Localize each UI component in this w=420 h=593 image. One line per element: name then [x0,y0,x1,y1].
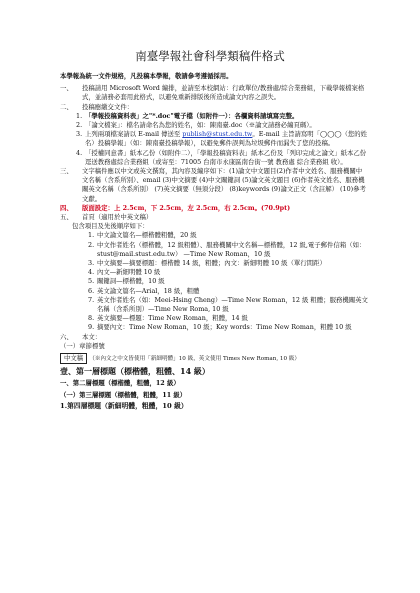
section-3-text: 文字稿件應以中文或英文撰寫，其內容及編序如下：(1)論文中文題目(2)作者中文姓名、服務機關中文名稱（含系所別）、email (3)中文摘要 (4)中文關鍵詞 (5)論文英文題目 (6)作者英文姓名、服務機關英文名稱（含系所別） (7)英文摘要（無須分段） (8)keywords (9)論文正文（含註解） (10)參考文獻。 [82,167,366,203]
page-title: 南臺學報社會科學類稿件格式 [135,49,285,63]
section-4 [60,204,368,213]
item-text: 摘要內文：Time New Roman，10 級；Key words：Time New Roman，粗體 10 級 [97,323,352,332]
heading-level-3: （一）第三層標題（標楷體，粗體，11 級） [60,390,187,399]
section-1-number: 一、 [60,84,73,93]
section-3 [60,167,368,204]
section-2-item-4 [76,149,368,167]
section-5-item-6 [88,287,368,296]
section-5-item-3 [88,259,368,268]
item-number: 1. [76,111,83,120]
section-4-text: 版面設定：上 2.5cm，下 2.5cm，左 2.5cm，右 2.5cm。(70.9pt) [82,203,291,212]
submission-email-link[interactable]: publish@stust.edu.tw [182,130,253,139]
section-2 [60,103,368,112]
intro-text: 本學報為統一文件規格，凡投稿本學報，敬請參考遵循採用。 [60,72,233,80]
section-5-heading: 首頁（適用於中英文稿） [82,213,153,222]
item-number: 2. [76,121,83,130]
section-2-number: 二、 [60,102,73,111]
section-6-heading: 本文： [82,332,102,341]
heading-level-2: 一、第二層標題（標楷體，粗體，12 級） [60,379,180,388]
item-text: 「論文檔案」：檔名請命名為您的姓名，如：陳南臺.doc（※論文請務必編頁碼）。 [85,121,316,130]
item-number: 1. [88,231,95,240]
item-text: 「學報投稿資料表」之"*.doc"電子檔（如附件一）：各欄資料請填寫完整。 [85,111,299,120]
item-number: 7. [88,295,95,304]
item-number: 6. [88,286,95,295]
item-text: 關鍵詞—標楷體，10 級 [97,277,165,286]
section-5-item-7 [88,296,368,314]
section-5-item-1 [88,231,368,240]
item-text-b: 。E-mail 主旨請寫明「◯◯◯（您的姓名）投稿學報」（如：陳南臺投稿學報），以避免郵件誤判為垃圾郵件而漏失了您的投稿。 [85,130,368,148]
item-number: 3. [88,259,95,268]
heading-level-1: 壹、第一層標題（標楷體，粗體、14 級） [60,366,210,377]
item-text: 英文論文篇名—Arial，18 級，粗體 [97,286,200,295]
section-6-subheading: （一）章節標號 [60,341,105,350]
section-3-number: 三、 [60,167,73,176]
section-5-subheading: 包含項目及先後順序如下： [72,222,149,231]
item-text [85,130,368,148]
document-body [60,72,368,411]
section-5 [60,213,368,222]
item-number: 4. [88,268,95,277]
section-6-number: 六、 [60,332,73,341]
section-1-text: 投稿請用 Microsoft Word 編排，並請至本校網站：行政單位/教務處/綜合業務組，下載學報檔案格式，並請務必套用此格式，以避免重新排版後所造成論文內容之誤失。 [82,84,365,102]
item-text: 「授權同意書」紙本乙份（如附件二），「學報投稿資料表」紙本乙份及「列印完成之論文」紙本乙份逕送教務處綜合業務組（或寄至：71005 台南市永康區南台街一號 教務處 綜合業務組 收）。 [85,148,367,166]
section-6 [60,333,368,342]
item-text: 內文—新細明體 10 級 [97,268,161,277]
item-text: 英文摘要—標題：Time New Roman，粗體，14 級 [97,314,248,323]
section-2-item-1 [76,112,368,121]
item-number: 5. [88,277,95,286]
item-number: 4. [76,148,83,157]
manuscript-font-note: （※內文之中文皆使用「新細明體」10 級，英文使用 Times New Roman, 10 級） [89,356,300,363]
chinese-manuscript-note [60,353,368,364]
chinese-manuscript-box: 中文稿 [60,353,87,364]
item-number: 8. [88,314,95,323]
section-2-heading: 投稿應繳交文件： [82,102,134,111]
heading-level-4: 1.第四層標題（新細明體，粗體，10 級） [60,401,188,410]
section-5-item-2 [88,241,368,259]
section-1 [60,84,368,102]
item-number: 2. [88,240,95,249]
item-number: 9. [88,323,95,332]
item-text: 英文作者姓名（如：Meei-Hsing Cheng）—Time New Roman，12 級 粗體；服務機關英文名稱（含系所別）—Time New Roma, 10 級 [97,295,368,314]
section-5-number: 五、 [60,213,73,222]
section-5-list [72,222,368,332]
section-2-item-2 [76,121,368,130]
item-text-a: 上列兩項檔案請以 E-mail 傳送至 [85,130,183,139]
section-5-item-9 [88,323,368,332]
section-2-item-3 [76,130,368,148]
item-text: 中文摘要—摘要標題：標楷體 14 級，粗體；內文：新細明體 10 級（單行間距） [97,259,326,268]
item-text: 中文作者姓名（標楷體，12 級粗體）、服務機關中文名稱—標楷體，12 級,電子郵件信箱（如：stust@mail.stust.edu.tw） —Time New Roman，10 級 [97,240,366,258]
item-text: 中文論文篇名—標楷體粗體，20 級 [97,231,197,240]
section-5-item-5 [88,277,368,286]
section-4-number: 四、 [60,203,73,212]
item-number: 3. [76,130,83,139]
